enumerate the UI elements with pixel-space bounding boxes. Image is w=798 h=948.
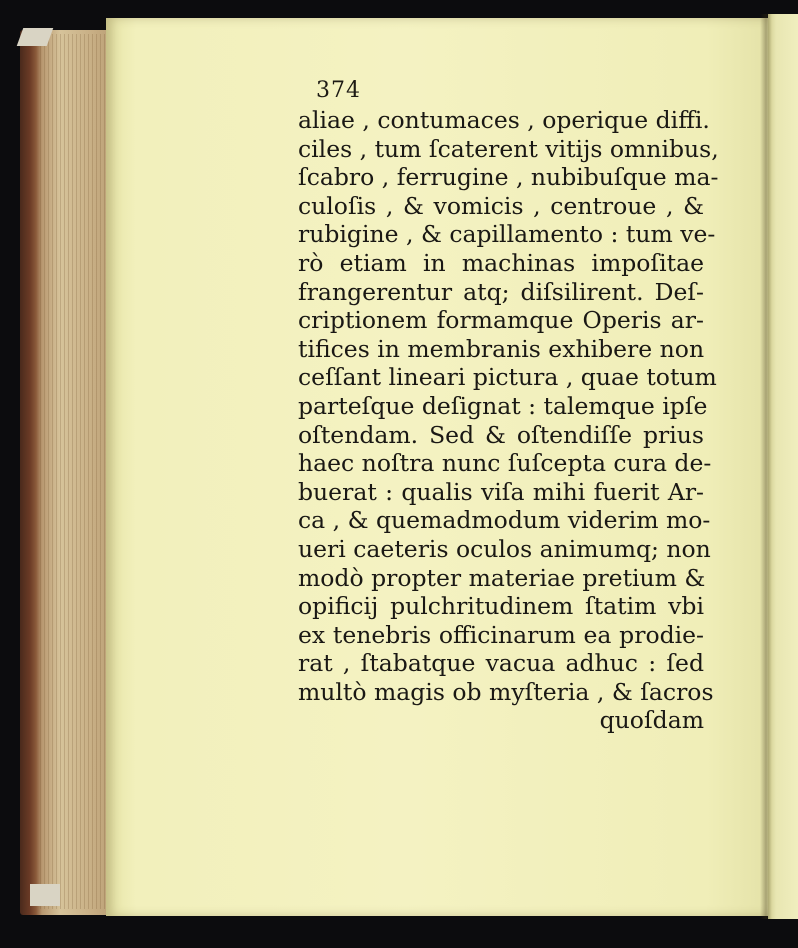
text-line: rat , ſtabatque vacua adhuc : ſed (298, 649, 704, 678)
text-line: multò magis ob myſteria , & ſacros (298, 677, 714, 706)
text-line: ex tenebris officinarum ea prodie- (298, 620, 704, 649)
text-line: haec noſtra nunc ſuſcepta cura de- (298, 449, 712, 478)
text-line: modò propter materiae pretium & (298, 563, 706, 592)
facing-page-edge (768, 14, 798, 919)
text-line: opificij pulchritudinem ſtatim vbi (298, 592, 704, 621)
body-text (298, 106, 719, 735)
text-line: criptionem formamque Operis ar- (298, 306, 704, 335)
page-corner-bottom (30, 884, 60, 906)
text-line: culoſis , & vomicis , centroue , & (298, 191, 704, 220)
page-number: 374 (316, 78, 361, 103)
text-line: tifices in membranis exhibere non (298, 334, 705, 363)
text-line: buerat : qualis viſa mihi fuerit Ar- (298, 477, 704, 506)
text-line: ceſſant lineari pictura , quae totum (298, 363, 717, 392)
text-line: frangerentur atq; diſsilirent. Deſ- (298, 277, 704, 306)
page-edges-texture (40, 34, 110, 909)
text-line: ca , & quemadmodum viderim mo- (298, 506, 711, 535)
text-line: ciles , tum ſcaterent vitijs omnibus, (298, 134, 719, 163)
text-line: aliae , contumaces , operique diffi. (298, 106, 710, 134)
text-line: parteſque deſignat : talemque ipſe (298, 391, 708, 420)
catchword: quoſdam (599, 706, 704, 735)
text-line: oſtendam. Sed & oſtendiſſe prius (298, 420, 704, 449)
gutter-shadow (760, 14, 772, 919)
text-line: rubigine , & capillamento : tum ve- (298, 220, 716, 249)
text-line: ſcabro , ferrugine , nubibuſque ma- (298, 163, 719, 192)
text-line: rò etiam in machinas impoſitae (298, 248, 704, 277)
text-line: ueri caeteris oculos animumq; non (298, 534, 711, 563)
